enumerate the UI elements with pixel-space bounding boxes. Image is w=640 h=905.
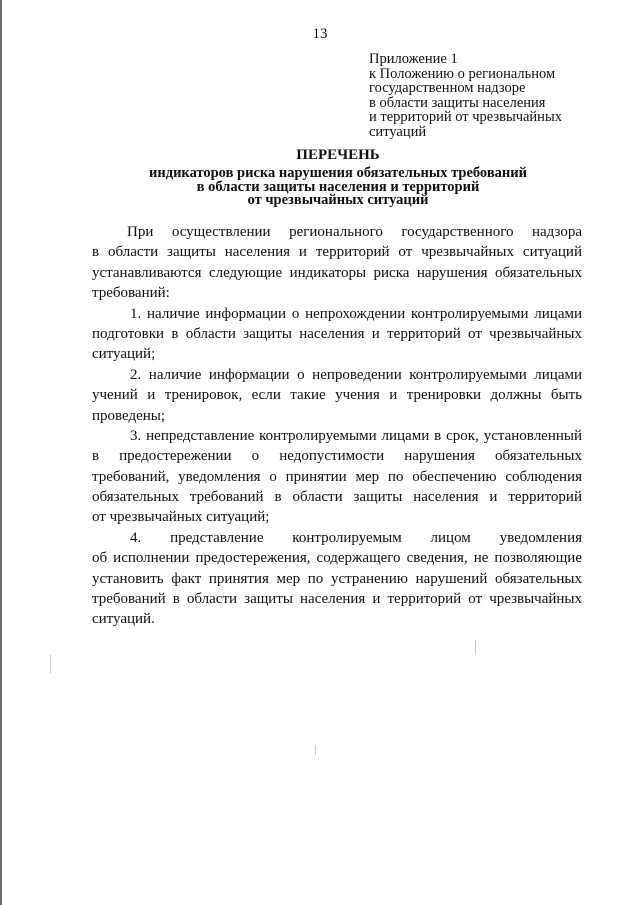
scan-artifact [50, 655, 51, 673]
body-line: устанавливаются следующие индикаторы риска нарушения обязательных [92, 264, 582, 281]
body-line: в области защиты населения и территорий от чрезвычайных ситуаций [92, 244, 582, 261]
list-item-3 [92, 426, 582, 528]
body-line: учений и тренировок, если такие учения и тренировки должны быть [92, 387, 582, 404]
annex-line: Приложение 1 [369, 51, 458, 67]
body-line: 1. наличие информации о непрохождении контролируемыми лицами [130, 305, 582, 322]
body-line: от чрезвычайных ситуаций; [92, 509, 270, 526]
annex-line: и территорий от чрезвычайных [369, 109, 562, 125]
page-number: 13 [312, 26, 328, 42]
subtitle-line: в области защиты населения и территорий [196, 178, 480, 195]
document-title: ПЕРЕЧЕНЬ [296, 147, 380, 163]
body-line: в предостережении о недопустимости нарушения обязательных [92, 448, 582, 465]
document-body [92, 222, 582, 630]
intro-paragraph [92, 222, 582, 304]
body-line: 3. непредставление контролируемыми лицами в срок, установленный [130, 427, 582, 444]
body-line: При осуществлении регионального государственного надзора [127, 224, 582, 240]
subtitle-line: от чрезвычайных ситуаций [247, 192, 429, 208]
list-item-2 [92, 365, 582, 426]
body-line: установить факт принятия мер по устранению нарушений обязательных [92, 570, 582, 587]
body-line: требований в области защиты населения и территорий от чрезвычайных [92, 591, 582, 608]
annex-block [369, 52, 599, 139]
body-line: подготовки в области защиты населения и территорий от чрезвычайных [92, 325, 582, 342]
body-line: 4. представление контролируемым лицом уведомления [130, 529, 582, 546]
annex-line: в области защиты населения [369, 94, 546, 111]
scan-left-edge [0, 0, 2, 905]
body-line: обязательных требований в области защиты населения и территорий [92, 489, 582, 506]
body-line: об исполнении предостережения, содержащего сведения, не позволяющие [92, 550, 582, 567]
annex-line: государственном надзоре [369, 80, 526, 96]
list-item-4 [92, 528, 582, 630]
annex-line: к Положению о региональном [369, 65, 556, 82]
body-line: ситуаций. [92, 611, 155, 628]
body-line: требований, уведомления о принятии мер по обеспечению соблюдения [92, 468, 582, 485]
list-item-1 [92, 304, 582, 365]
body-line: ситуаций; [92, 346, 156, 363]
annex-line: ситуаций [369, 123, 427, 140]
body-line: проведены; [92, 407, 166, 424]
document-subtitle [0, 167, 640, 208]
scan-artifact [315, 745, 316, 755]
subtitle-line: индикаторов риска нарушения обязательных требований [149, 165, 527, 181]
body-line: 2. наличие информации о непроведении контролируемыми лицами [130, 366, 582, 383]
body-line: требований: [92, 285, 170, 302]
scan-artifact [475, 640, 476, 654]
